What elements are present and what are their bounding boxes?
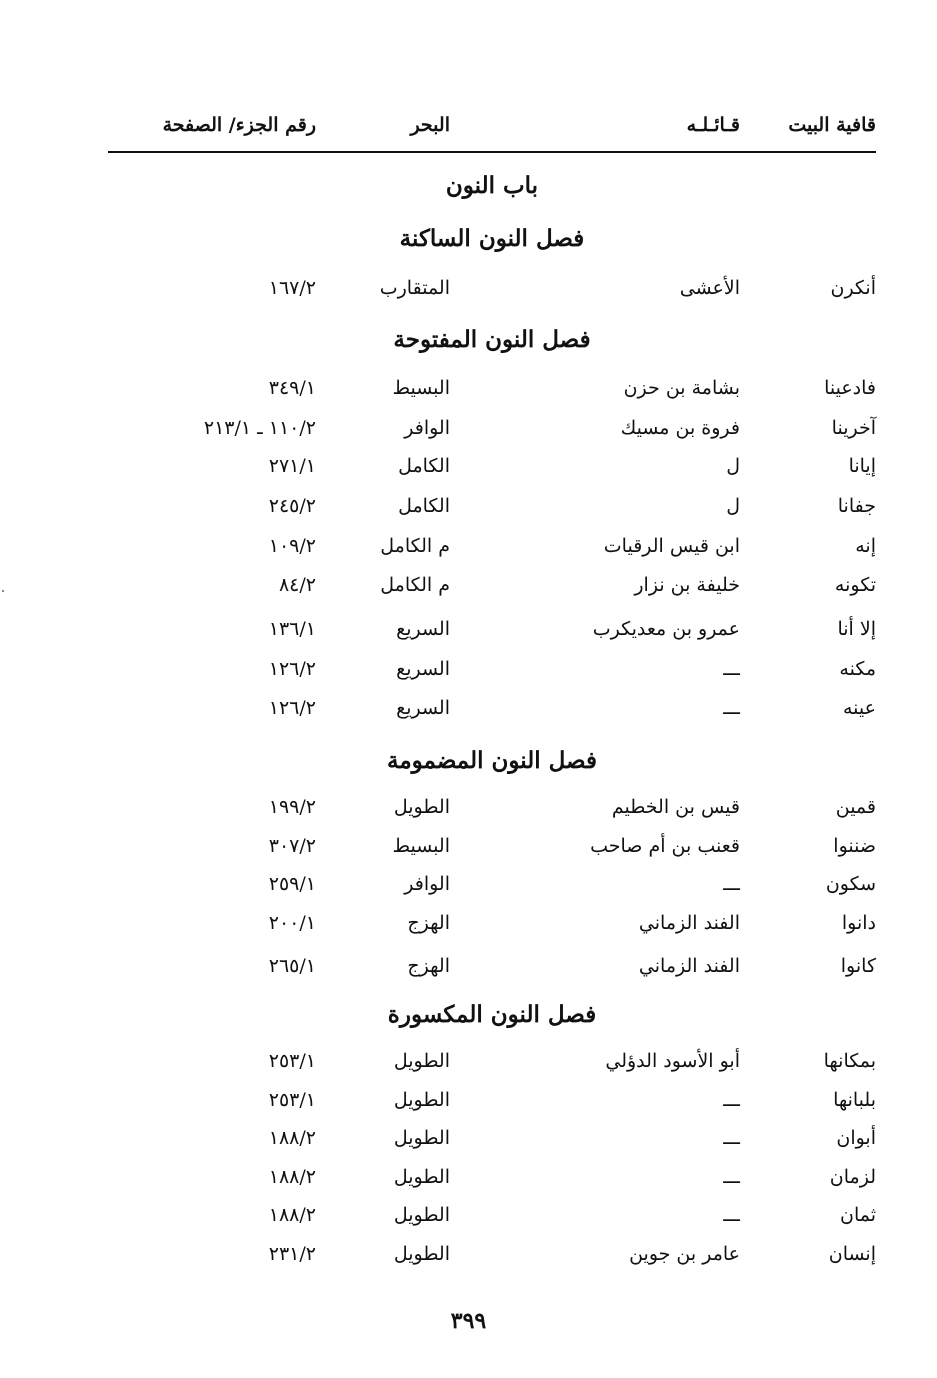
cell-qafia: دانوا xyxy=(841,912,876,934)
cell-ref: ٢٧١/١ xyxy=(268,455,316,477)
table-row xyxy=(108,1050,876,1088)
cell-bahr: الهزج xyxy=(407,912,450,934)
cell-qail: ل xyxy=(726,455,740,477)
header-qail: قـائـلـه xyxy=(686,114,740,136)
cell-qail: ـــ xyxy=(723,1089,740,1111)
table-row xyxy=(108,277,876,315)
cell-qafia: بلبانها xyxy=(833,1089,876,1111)
cell-qafia: أبوان xyxy=(836,1127,876,1149)
cell-qafia: فادعينا xyxy=(824,377,876,399)
header-divider xyxy=(108,151,876,153)
cell-qafia: أنكرن xyxy=(830,277,876,299)
cell-ref: ٨٤/٢ xyxy=(278,574,316,596)
cell-qafia: بمكانها xyxy=(823,1050,876,1072)
cell-bahr: المتقارب xyxy=(379,277,450,299)
table-row xyxy=(108,618,876,656)
table-row xyxy=(108,658,876,696)
cell-qafia: جفانا xyxy=(837,495,876,517)
cell-ref: ١٨٨/٢ xyxy=(268,1166,316,1188)
table-row xyxy=(108,1243,876,1281)
cell-qail: الأعشى xyxy=(679,277,740,299)
cell-ref: ٣٤٩/١ xyxy=(268,377,316,399)
cell-qail: الفند الزماني xyxy=(638,912,740,934)
cell-qail: ـــ xyxy=(723,873,740,895)
table-row xyxy=(108,835,876,873)
cell-bahr: الطويل xyxy=(393,1127,450,1149)
cell-qafia: إيانا xyxy=(848,455,876,477)
cell-ref: ١٦٧/٢ xyxy=(268,277,316,299)
cell-qafia: إنسان xyxy=(828,1243,876,1265)
table-row xyxy=(108,955,876,993)
cell-qail: ـــ xyxy=(723,1166,740,1188)
cell-qafia: سكون xyxy=(825,873,876,895)
cell-ref: ٢٥٣/١ xyxy=(268,1089,316,1111)
cell-bahr: الطويل xyxy=(393,796,450,818)
table-row xyxy=(108,1204,876,1242)
cell-ref: ٣٠٧/٢ xyxy=(268,835,316,857)
cell-ref: ١٢٦/٢ xyxy=(268,697,316,719)
cell-qafia: مكنه xyxy=(839,658,876,680)
table-row xyxy=(108,796,876,834)
cell-bahr: الطويل xyxy=(393,1204,450,1226)
table-row xyxy=(108,1166,876,1204)
table-row xyxy=(108,377,876,415)
section-title-sakina: فصل النون الساكنة xyxy=(399,225,585,252)
table-row xyxy=(108,873,876,911)
table-row xyxy=(108,495,876,533)
section-title-maftuha: فصل النون المفتوحة xyxy=(393,326,591,353)
cell-ref: ٢٤٥/٢ xyxy=(268,495,316,517)
cell-qail: أبو الأسود الدؤلي xyxy=(605,1050,740,1072)
cell-qafia: عينه xyxy=(843,697,876,719)
section-title-madmuma: فصل النون المضمومة xyxy=(387,747,597,774)
cell-qafia: كانوا xyxy=(840,955,876,977)
cell-bahr: البسيط xyxy=(392,377,450,399)
cell-qail: ابن قيس الرقيات xyxy=(603,535,740,557)
cell-bahr: الكامل xyxy=(398,495,450,517)
cell-bahr: البسيط xyxy=(392,835,450,857)
chapter-title: باب النون xyxy=(445,172,539,199)
header-qafia: قافية البيت xyxy=(788,114,876,136)
cell-bahr: السريع xyxy=(396,658,450,680)
cell-bahr: الوافر xyxy=(404,873,450,895)
table-row xyxy=(108,574,876,612)
cell-ref: ١٨٨/٢ xyxy=(268,1204,316,1226)
cell-bahr: م الكامل xyxy=(380,574,450,596)
table-row xyxy=(108,1127,876,1165)
cell-ref: ١٨٨/٢ xyxy=(268,1127,316,1149)
cell-qail: عمرو بن معديكرب xyxy=(592,618,740,640)
cell-ref: ٢٠٠/١ xyxy=(268,912,316,934)
cell-qail: خليفة بن نزار xyxy=(634,574,740,596)
cell-bahr: الكامل xyxy=(398,455,450,477)
cell-ref: ١١٠/٢ ـ ٢١٣/١ xyxy=(203,417,316,439)
cell-ref: ١٣٦/١ xyxy=(268,618,316,640)
scan-speck xyxy=(2,590,4,592)
cell-qafia: ضننوا xyxy=(833,835,876,857)
header-ref: رقم الجزء/ الصفحة xyxy=(162,114,316,136)
table-row xyxy=(108,1089,876,1127)
cell-qail: ـــ xyxy=(723,1127,740,1149)
column-header-row xyxy=(108,114,876,152)
cell-qafia: تكونه xyxy=(834,574,876,596)
cell-qail: ل xyxy=(726,495,740,517)
cell-ref: ١٩٩/٢ xyxy=(268,796,316,818)
cell-qail: ـــ xyxy=(723,658,740,680)
cell-ref: ١٠٩/٢ xyxy=(268,535,316,557)
cell-ref: ٢٥٩/١ xyxy=(268,873,316,895)
cell-ref: ٢٥٣/١ xyxy=(268,1050,316,1072)
cell-qail: بشامة بن حزن xyxy=(623,377,740,399)
cell-qail: ـــ xyxy=(723,1204,740,1226)
cell-ref: ٢٣١/٢ xyxy=(268,1243,316,1265)
cell-qail: عامر بن جوين xyxy=(629,1243,740,1265)
header-bahr: البحر xyxy=(410,114,450,136)
cell-qafia: لزمان xyxy=(829,1166,876,1188)
cell-qafia: قمين xyxy=(835,796,876,818)
cell-qafia: ثمان xyxy=(839,1204,876,1226)
table-row xyxy=(108,535,876,573)
cell-ref: ١٢٦/٢ xyxy=(268,658,316,680)
cell-qafia: آخرينا xyxy=(831,417,876,439)
cell-qail: قيس بن الخطيم xyxy=(611,796,740,818)
cell-qail: الفند الزماني xyxy=(638,955,740,977)
cell-bahr: الطويل xyxy=(393,1089,450,1111)
cell-bahr: الطويل xyxy=(393,1050,450,1072)
cell-bahr: الطويل xyxy=(393,1166,450,1188)
table-row xyxy=(108,417,876,455)
cell-ref: ٢٦٥/١ xyxy=(268,955,316,977)
cell-bahr: م الكامل xyxy=(380,535,450,557)
table-row xyxy=(108,912,876,950)
cell-qafia: إلا أنا xyxy=(837,618,876,640)
cell-qail: قعنب بن أم صاحب xyxy=(590,835,740,857)
cell-bahr: الوافر xyxy=(404,417,450,439)
cell-bahr: الهزج xyxy=(407,955,450,977)
cell-qafia: إنه xyxy=(855,535,876,557)
cell-bahr: الطويل xyxy=(393,1243,450,1265)
page-number: ٣٩٩ xyxy=(450,1308,487,1334)
table-row xyxy=(108,697,876,735)
cell-bahr: السريع xyxy=(396,697,450,719)
cell-qail: ـــ xyxy=(723,697,740,719)
cell-bahr: السريع xyxy=(396,618,450,640)
table-row xyxy=(108,455,876,493)
section-title-maksura: فصل النون المكسورة xyxy=(387,1001,597,1028)
cell-qail: فروة بن مسيك xyxy=(620,417,740,439)
